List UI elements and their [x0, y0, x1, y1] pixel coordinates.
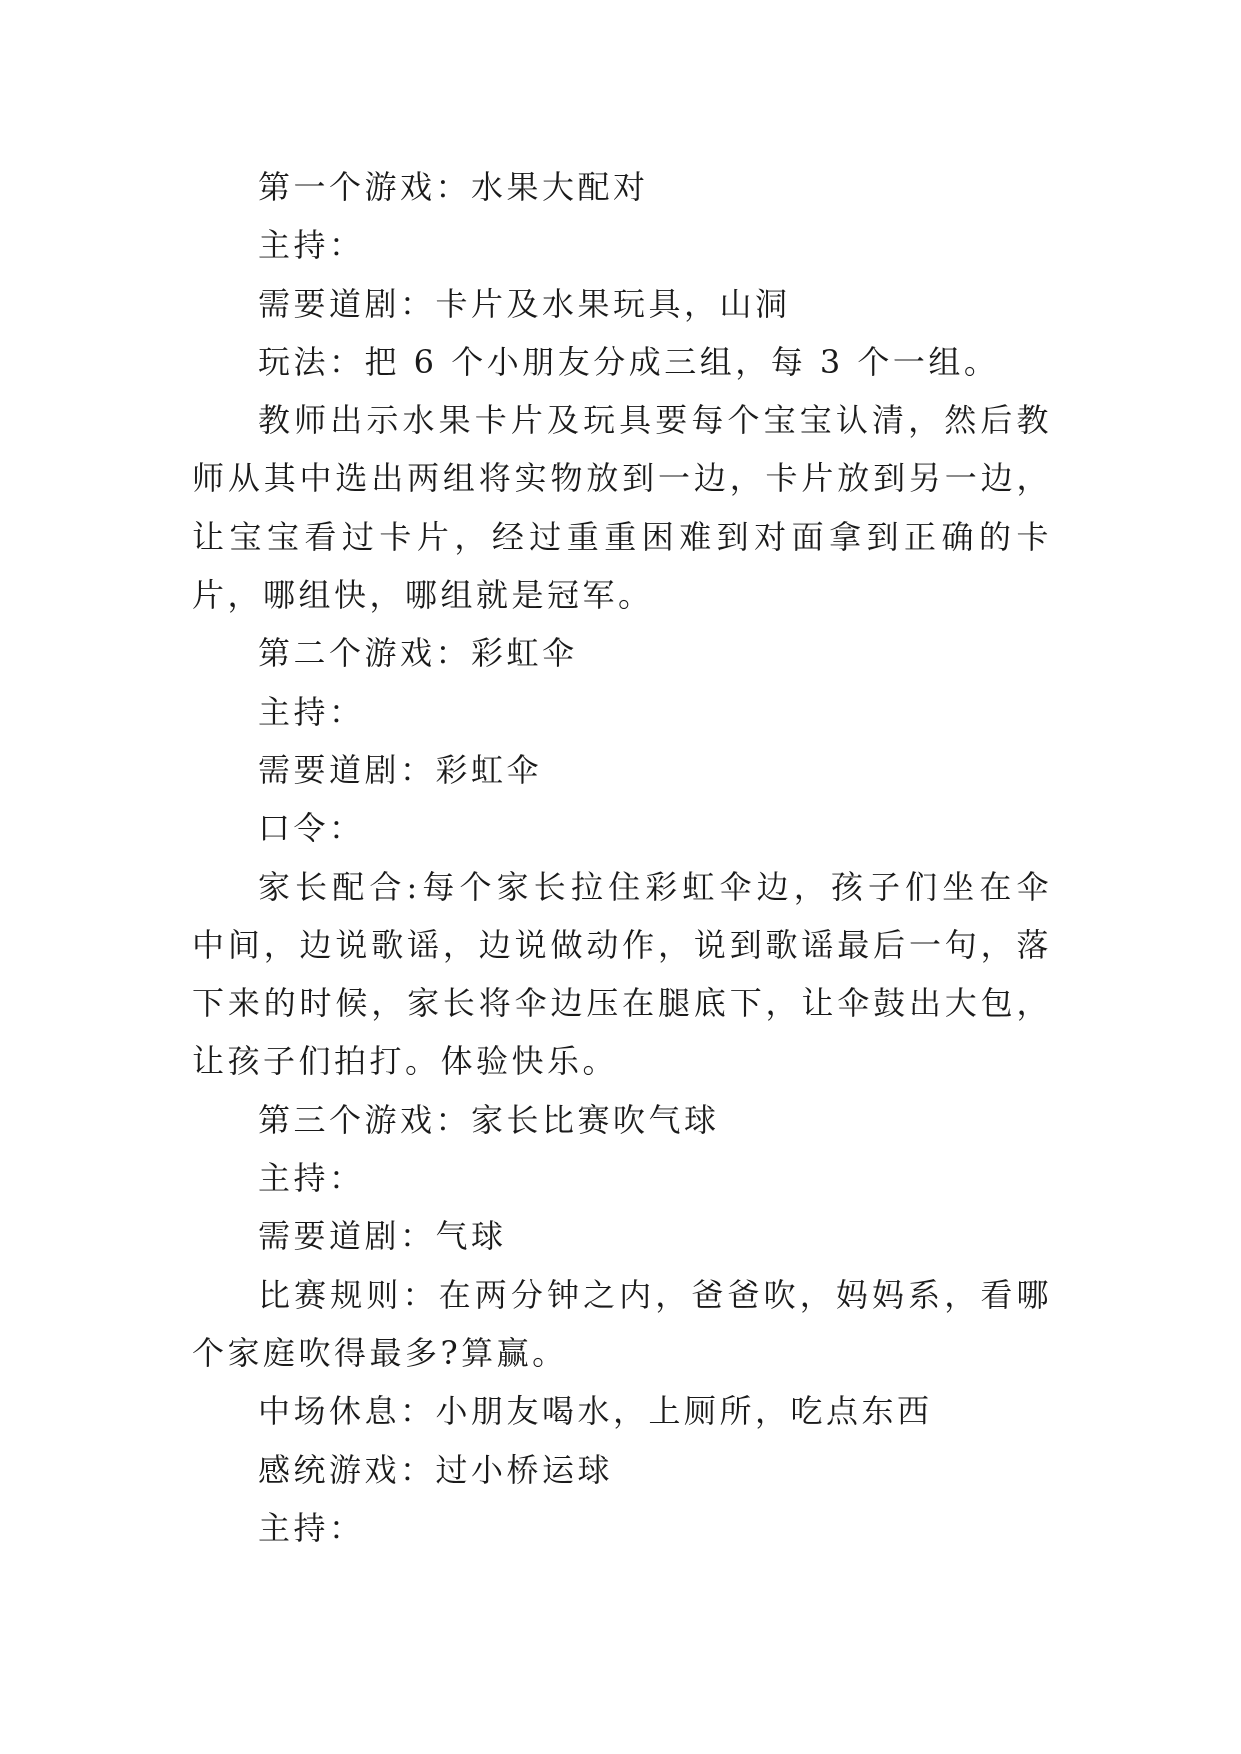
props-line: 需要道剧：卡片及水果玩具，山洞 [258, 284, 791, 323]
host-line: 主持： [258, 1159, 365, 1198]
break-line: 中场休息：小朋友喝水，上厕所，吃点东西 [258, 1392, 933, 1431]
command-line: 口令： [258, 809, 365, 848]
heading-game-2: 第二个游戏：彩虹伞 [258, 634, 578, 673]
body-paragraph: 教师出示水果卡片及玩具要每个宝宝认清，然后教师从其中选出两组将实物放到一边，卡片放到另一边，让宝宝看过卡片，经过重重困难到对面拿到正确的卡片，哪组快，哪组就是冠军。 [192, 401, 1052, 615]
heading-game-3: 第三个游戏：家长比赛吹气球 [258, 1100, 720, 1139]
props-line: 需要道剧：彩虹伞 [258, 750, 543, 789]
body-paragraph: 家长配合:每个家长拉住彩虹伞边，孩子们坐在伞中间，边说歌谣，边说做动作，说到歌谣最后一句，落下来的时候，家长将伞边压在腿底下，让伞鼓出大包，让孩子们拍打。体验快乐。 [192, 867, 1052, 1081]
props-line: 需要道剧：气球 [258, 1217, 507, 1256]
heading-sensory-game: 感统游戏：过小桥运球 [258, 1450, 614, 1489]
heading-game-1: 第一个游戏：水果大配对 [258, 168, 649, 206]
rules-line: 玩法：把 6 个小朋友分成三组，每 3 个一组。 [258, 342, 1000, 381]
host-line: 主持： [258, 692, 365, 731]
body-paragraph: 比赛规则：在两分钟之内，爸爸吹，妈妈系，看哪个家庭吹得最多?算赢。 [192, 1275, 1052, 1372]
host-line: 主持： [258, 226, 365, 265]
host-line: 主持： [258, 1508, 365, 1547]
document-body [192, 158, 1052, 1557]
